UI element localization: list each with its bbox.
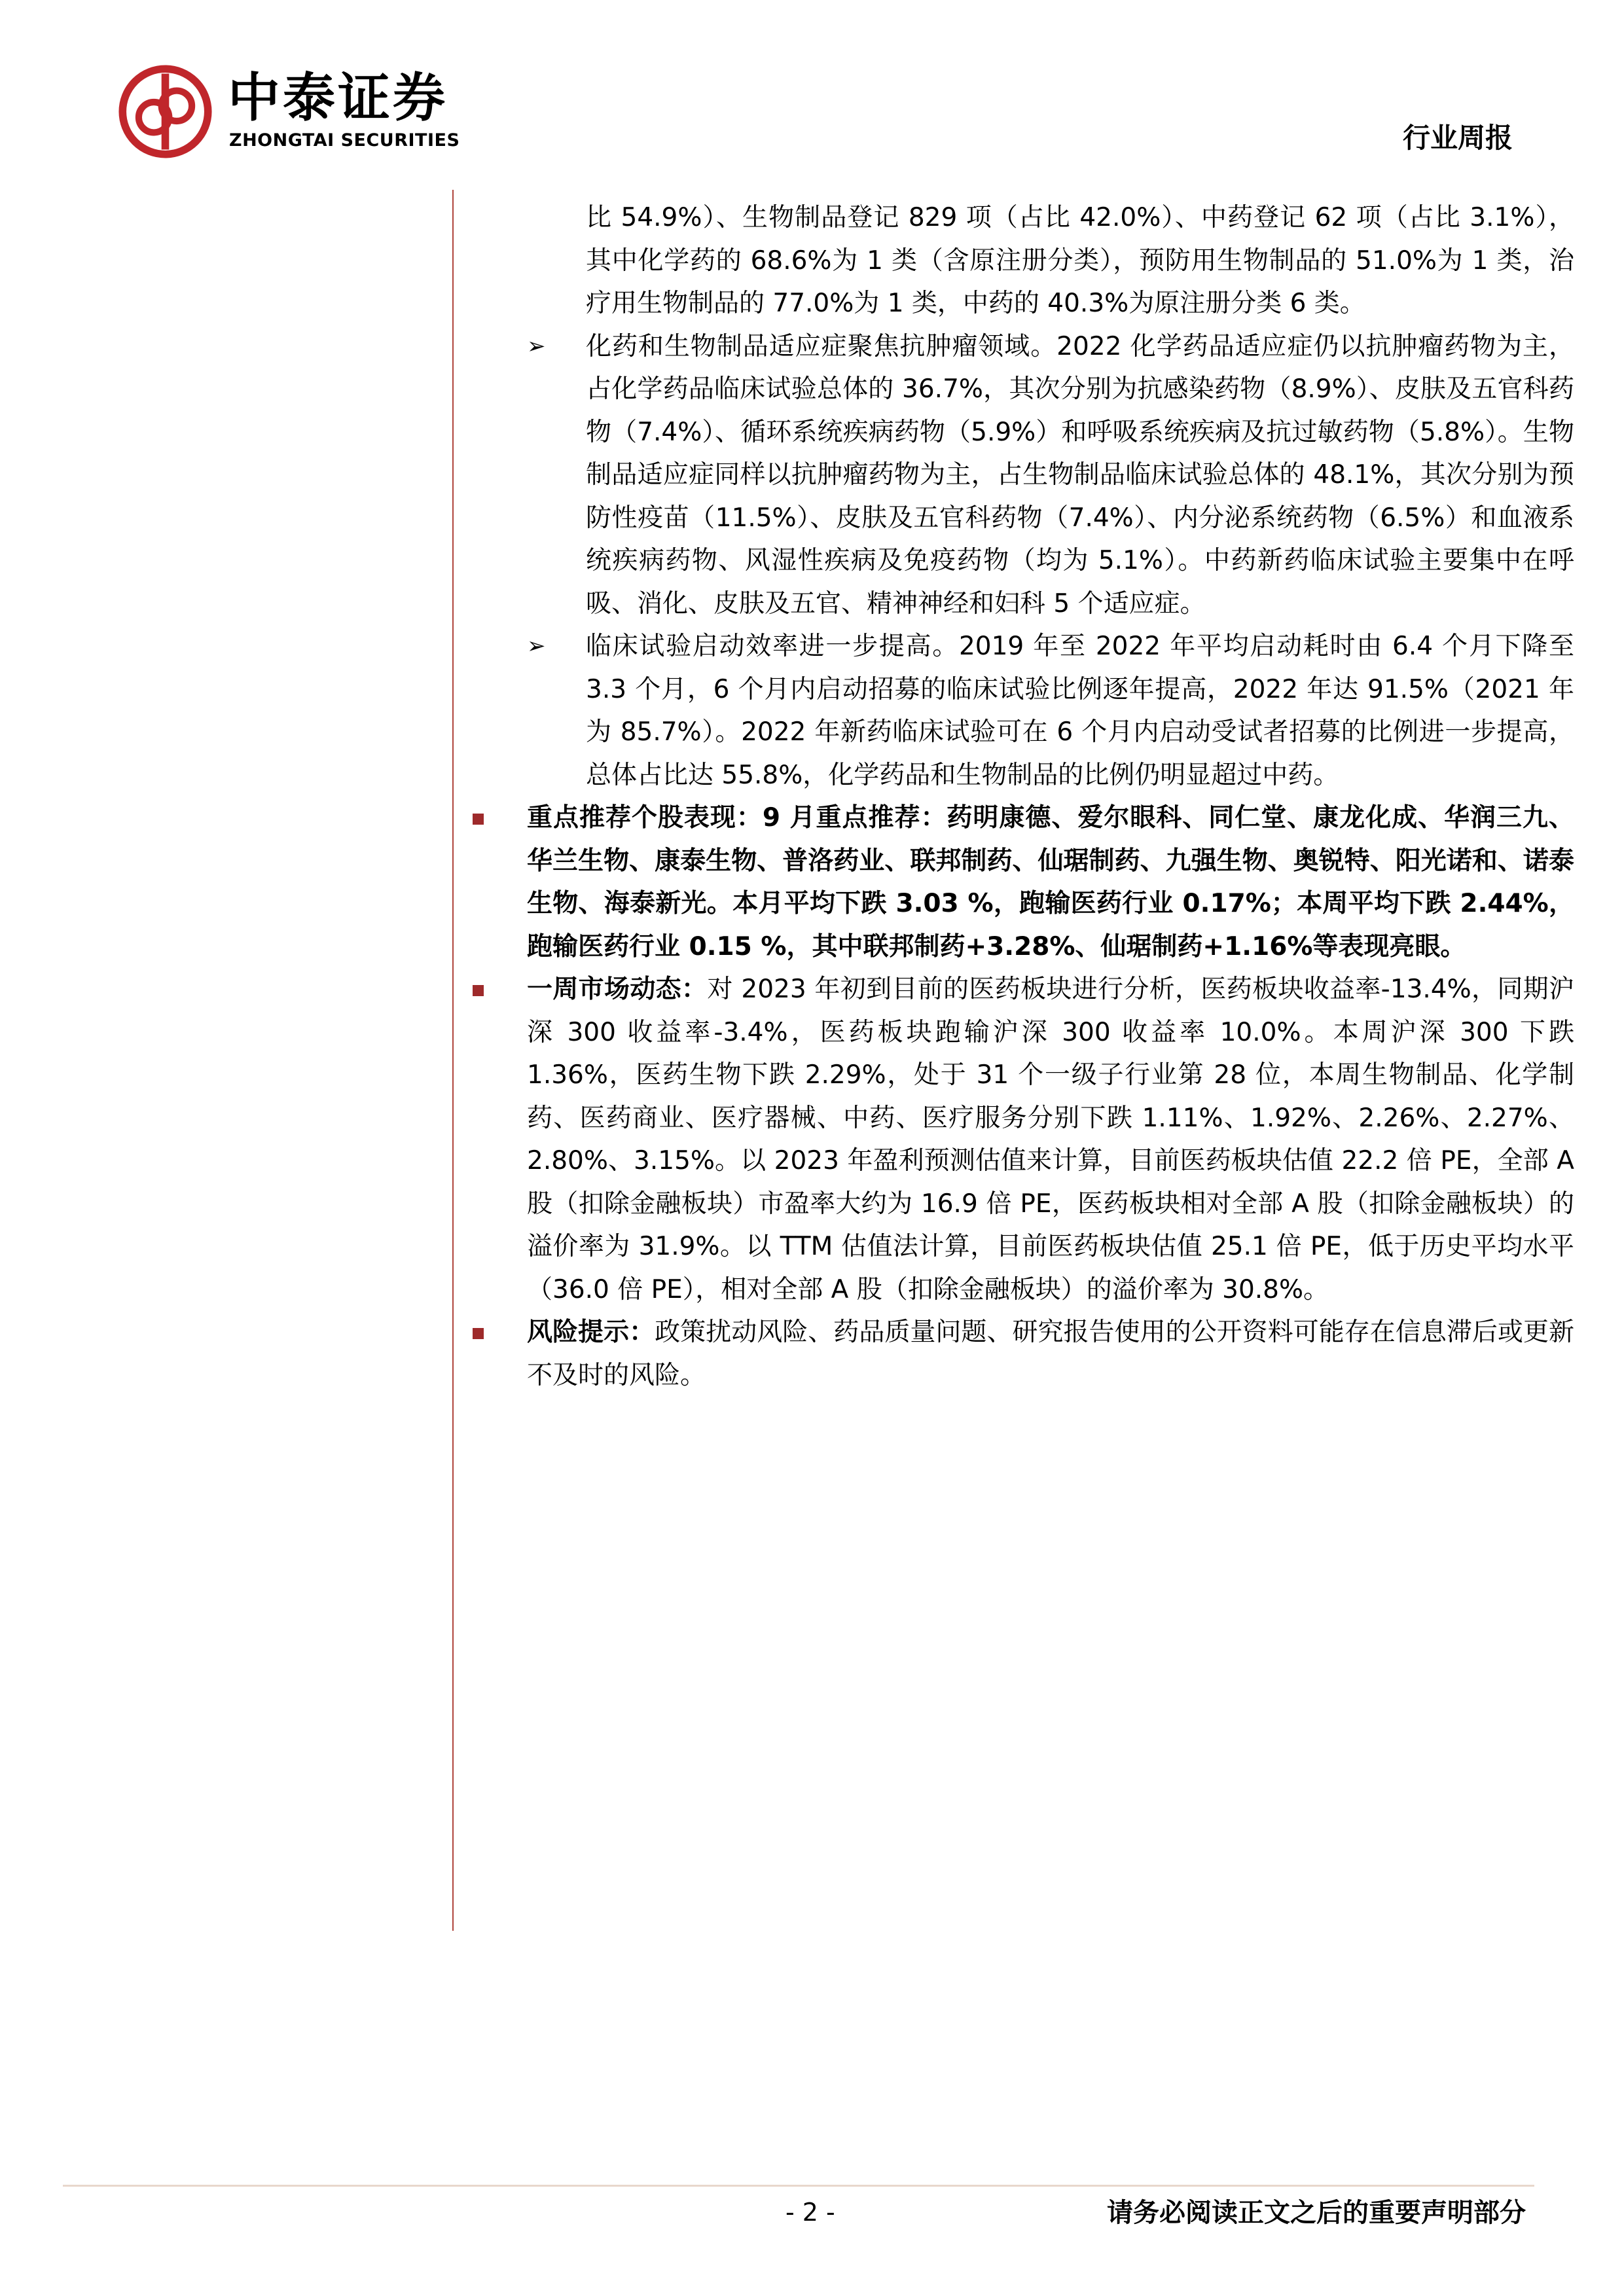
- main-bullet-label: 重点推荐个股表现：: [527, 803, 763, 833]
- main-bullet-item: [527, 797, 1574, 968]
- sub-bullet-item: [527, 325, 1574, 626]
- footer-disclaimer: 请务必阅读正文之后的重要声明部分: [1107, 2198, 1526, 2228]
- footer-divider: [63, 2185, 1534, 2187]
- arrow-bullet-icon: ➢: [527, 633, 546, 659]
- square-bullet-icon: [473, 814, 484, 825]
- main-bullet-item: [527, 1311, 1574, 1397]
- brand-name-cn: 中泰证券: [228, 67, 448, 128]
- report-body: [527, 196, 1574, 1397]
- main-bullet-label: 一周市场动态：: [527, 975, 708, 1004]
- main-bullet-text: 9 月重点推荐：药明康德、爱尔眼科、同仁堂、康龙化成、华润三九、华兰生物、康泰生物、普洛药业、联邦制药、仙琚制药、九强生物、奥锐特、阳光诺和、诺泰生物、海泰新光。本月平均下跌 3.03 %，跑输医药行业 0.17%；本周平均下跌 2.44%，跑输医药行业 0.15 %，其中联邦制药+3.28%、仙琚制药+1.16%等表现亮眼。: [527, 803, 1574, 961]
- main-bullet-text: 政策扰动风险、药品质量问题、研究报告使用的公开资料可能存在信息滞后或更新不及时的风险。: [527, 1318, 1574, 1390]
- report-type-label: 行业周报: [1402, 122, 1513, 154]
- arrow-bullet-icon: ➢: [527, 332, 546, 359]
- company-logo: [118, 64, 511, 162]
- sub-bullet-text: 化药和生物制品适应症聚焦抗肿瘤领域。2022 化学药品适应症仍以抗肿瘤药物为主，占化学药品临床试验总体的 36.7%，其次分别为抗感染药物（8.9%）、皮肤及五官科药物（7.4%）、循环系统疾病药物（5.9%）和呼吸系统疾病及抗过敏药物（5.8%）。生物制品适应症同样以抗肿瘤药物为主，占生物制品临床试验总体的 48.1%，其次分别为预防性疫苗（11.5%）、皮肤及五官科药物（7.4%）、内分泌系统药物（6.5%）和血液系统疾病药物、风湿性疾病及免疫药物（均为 5.1%）。中药新药临床试验主要集中在呼吸、消化、皮肤及五官、精神神经和妇科 5 个适应症。: [586, 331, 1574, 619]
- square-bullet-icon: [473, 985, 484, 996]
- square-bullet-icon: [473, 1328, 484, 1339]
- main-bullet-text: 对 2023 年初到目前的医药板块进行分析，医药板块收益率-13.4%，同期沪深 300 收益率-3.4%，医药板块跑输沪深 300 收益率 10.0%。本周沪深 300 下跌 1.36%，医药生物下跌 2.29%，处于 31 个一级子行业第 28 位，本周生物制品、化学制药、医药商业、医疗器械、中药、医疗服务分别下跌 1.11%、1.92%、2.26%、2.27%、2.80%、3.15%。以 2023 年盈利预测估值来计算，目前医药板块估值 22.2 倍 PE，全部 A 股（扣除金融板块）市盈率大约为 16.9 倍 PE，医药板块相对全部 A 股（扣除金融板块）的溢价率为 31.9%。以 TTM 估值法计算，目前医药板块估值 25.1 倍 PE，低于历史平均水平（36.0 倍 PE），相对全部 A 股（扣除金融板块）的溢价率为 30.8%。: [527, 975, 1574, 1304]
- zhongtai-logo-icon: [118, 64, 213, 159]
- main-bullet-item: [527, 968, 1574, 1311]
- brand-name-en: ZHONGTAI SECURITIES: [229, 130, 460, 151]
- sub-bullet-text: 临床试验启动效率进一步提高。2019 年至 2022 年平均启动耗时由 6.4 个月下降至 3.3 个月，6 个月内启动招募的临床试验比例逐年提高，2022 年达 91.5%（2021 年为 85.7%）。2022 年新药临床试验可在 6 个月内启动受试者招募的比例进一步提高，总体占比达 55.8%，化学药品和生物制品的比例仍明显超过中药。: [586, 632, 1574, 790]
- page-number: - 2 -: [785, 2198, 835, 2227]
- left-margin-rule: [452, 190, 454, 1931]
- continued-paragraph: 比 54.9%）、生物制品登记 829 项（占比 42.0%）、中药登记 62 项（占比 3.1%），其中化学药的 68.6%为 1 类（含原注册分类），预防用生物制品的 51.0%为 1 类，治疗用生物制品的 77.0%为 1 类，中药的 40.3%为原注册分类 6 类。: [586, 203, 1574, 318]
- main-bullet-label: 风险提示：: [527, 1318, 655, 1347]
- sub-bullet-item: [527, 625, 1574, 797]
